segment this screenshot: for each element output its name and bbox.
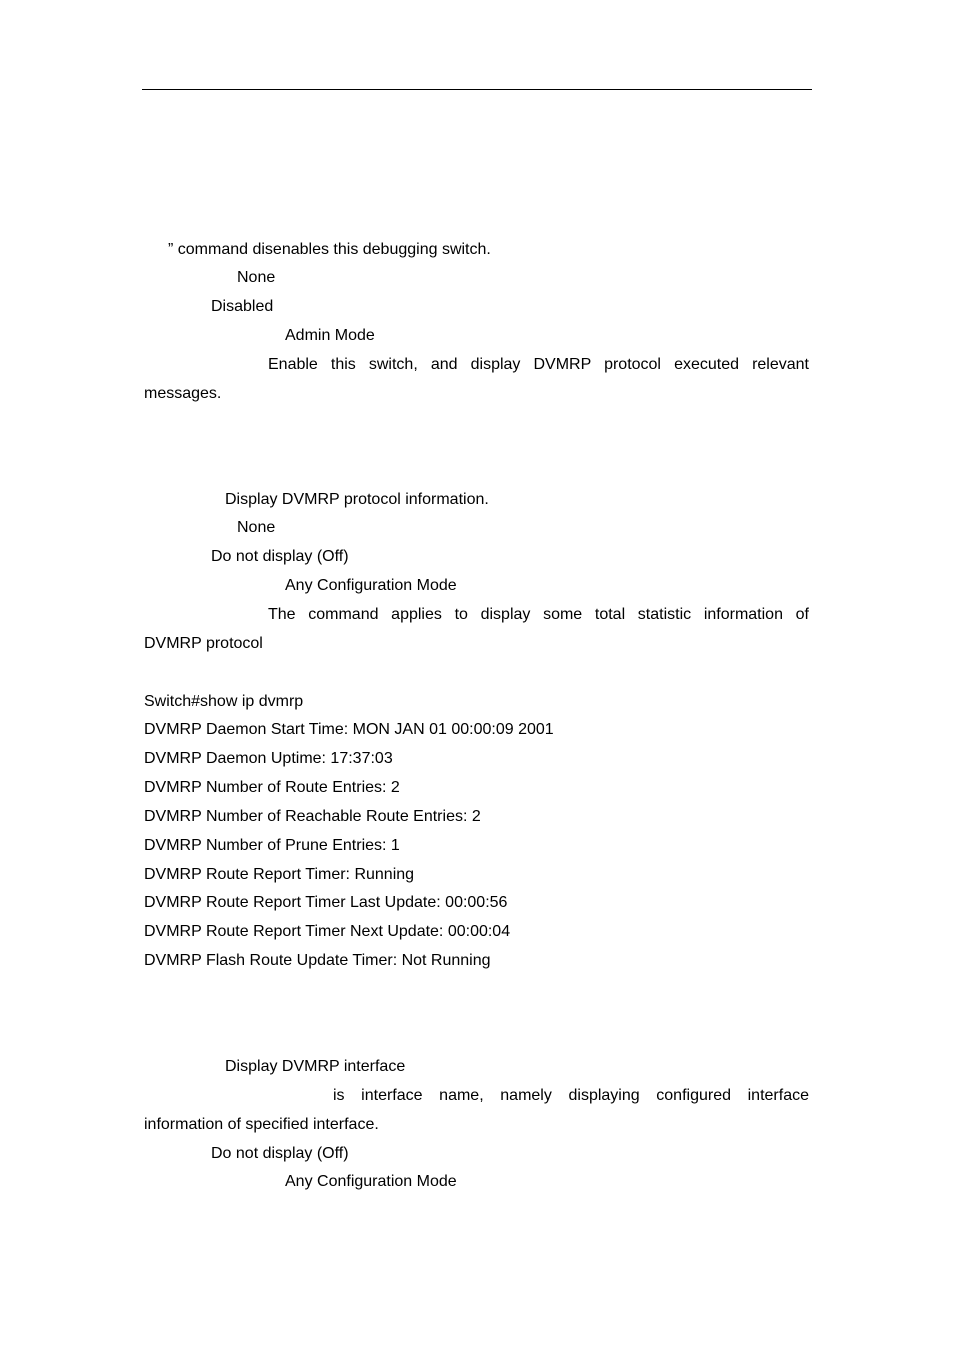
usage-guide-line-1: The command applies to display some total statistic information of	[268, 606, 809, 623]
parameter-line-1: is interface name, namely displaying configured interface	[333, 1087, 809, 1104]
default-value: Do not display (Off)	[211, 1145, 349, 1162]
parameter-value: None	[237, 519, 276, 536]
command-mode-value: Admin Mode	[285, 327, 375, 344]
example-line: DVMRP Number of Reachable Route Entries: 2	[144, 808, 481, 825]
command-mode-value: Any Configuration Mode	[285, 577, 457, 594]
parameter-line-2: information of specified interface.	[144, 1116, 379, 1133]
example-line: Switch#show ip dvmrp	[144, 693, 304, 710]
mode-value: Disabled	[211, 298, 274, 315]
default-value: Do not display (Off)	[211, 548, 349, 565]
example-line: DVMRP Daemon Uptime: 17:37:03	[144, 750, 393, 767]
example-line: DVMRP Flash Route Update Timer: Not Running	[144, 952, 491, 969]
example-line: DVMRP Number of Route Entries: 2	[144, 779, 400, 796]
header-rule	[142, 89, 812, 90]
example-line: DVMRP Route Report Timer Last Update: 00:00:56	[144, 894, 508, 911]
example-line: DVMRP Number of Prune Entries: 1	[144, 837, 400, 854]
example-line: DVMRP Route Report Timer: Running	[144, 866, 415, 883]
command-mode-value: Any Configuration Mode	[285, 1173, 457, 1190]
usage-guide-line-1: Enable this switch, and display DVMRP protocol executed relevant	[268, 356, 809, 373]
function-description: Display DVMRP interface	[225, 1058, 406, 1075]
example-line: DVMRP Route Report Timer Next Update: 00:00:04	[144, 923, 511, 940]
usage-guide-line-2: DVMRP protocol	[144, 635, 263, 652]
usage-note-line: ” command disenables this debugging switch.	[168, 241, 491, 258]
usage-guide-line-2: messages.	[144, 385, 222, 402]
default-value: None	[237, 269, 276, 286]
function-description: Display DVMRP protocol information.	[225, 491, 489, 508]
example-line: DVMRP Daemon Start Time: MON JAN 01 00:00:09 2001	[144, 721, 554, 738]
